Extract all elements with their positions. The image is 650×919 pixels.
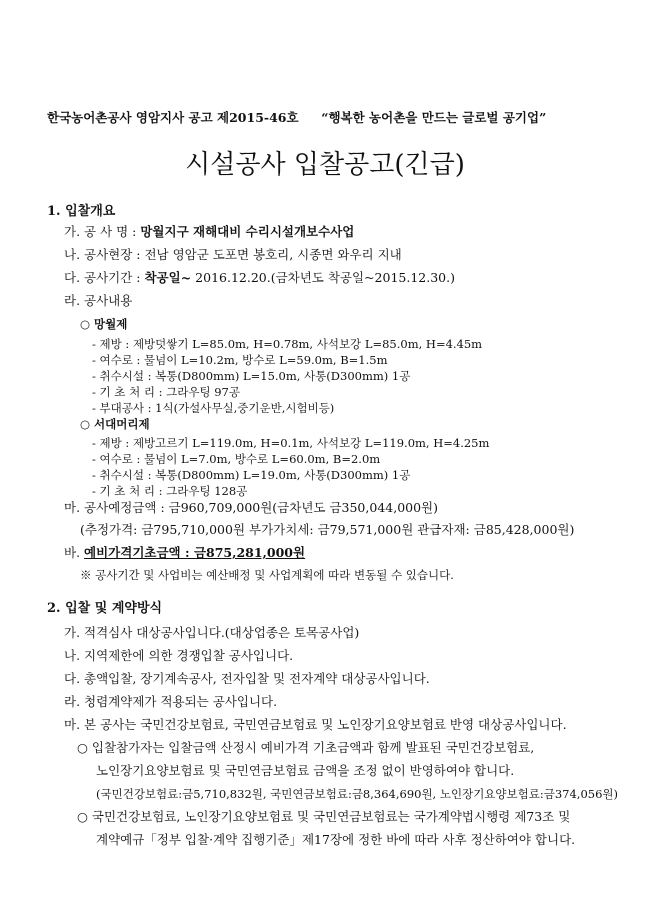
construction-period-row	[64, 270, 455, 286]
period-start: 착공일~	[144, 270, 192, 285]
estimated-cost: 마. 공사예정금액 : 금960,709,000원(금차년도 금350,044,000원)	[64, 500, 439, 515]
contract-item: 다. 총액입찰, 장기계속공사, 전자입찰 및 전자계약 대상공사입니다.	[64, 671, 430, 686]
insurance-bullet-2-line1: ○ 국민건강보험료, 노인장기요양보험료 및 국민연금보험료는 국가계약법시행령 제73조 및	[77, 809, 571, 824]
project-name-value: 망월지구 재해대비 수리시설개보수사업	[140, 224, 355, 239]
period-label: 다. 공사기간 :	[64, 270, 145, 285]
base-price-row	[64, 545, 305, 561]
section1-heading: 1. 입찰개요	[47, 204, 116, 219]
site2-item: - 여수로 : 물넘이 L=7.0m, 방수로 L=60.0m, B=2.0m	[92, 452, 381, 466]
contract-item: 마. 본 공사는 국민건강보험료, 국민연금보험료 및 노인장기요양보험료 반영 대상공사입니다.	[64, 717, 567, 732]
site1-item: - 제방 : 제방덧쌓기 L=85.0m, H=0.78m, 사석보강 L=85.0m, H=4.45m	[92, 337, 483, 351]
base-price-label: 바.	[64, 545, 85, 560]
base-price-value: 예비가격기초금액 : 금875,281,000원	[84, 545, 306, 560]
contract-item: 나. 지역제한에 의한 경쟁입찰 공사입니다.	[64, 648, 294, 663]
project-name-row	[64, 224, 354, 240]
insurance-bullet-2-line2: 계약예규「정부 입찰·계약 집행기준」제17장에 정한 바에 따라 사후 정산하여야 합니다.	[96, 832, 576, 847]
site-location: 나. 공사현장 : 전남 영암군 도포면 봉호리, 시종면 와우리 지내	[64, 247, 402, 262]
section2-heading: 2. 입찰 및 계약방식	[47, 601, 163, 616]
notice-header	[47, 108, 546, 126]
site1-item: - 부대공사 : 1식(가설사무실,중기운반,시험비등)	[92, 401, 335, 415]
insurance-amounts: (국민건강보험료:금5,710,832원, 국민연금보험료:금8,364,690원, 노인장기요양보험료:금374,056원)	[96, 787, 618, 801]
site1-item: - 취수시설 : 복통(D800mm) L=15.0m, 사통(D300mm) 1공	[92, 369, 411, 383]
agency-slogan: “행복한 농어촌을 만드는 글로벌 공기업”	[321, 110, 547, 125]
work-content-label: 라. 공사내용	[64, 293, 133, 308]
site2-title: ○ 서대머리제	[80, 417, 150, 431]
site2-item: - 취수시설 : 복통(D800mm) L=19.0m, 사통(D300mm) 1공	[92, 468, 411, 482]
budget-note: ※ 공사기간 및 사업비는 예산배정 및 사업계획에 따라 변동될 수 있습니다.	[80, 568, 454, 582]
insurance-bullet-1-line2: 노인장기요양보험료 및 국민연금보험료 금액을 조정 없이 반영하여야 합니다.	[96, 763, 515, 778]
site2-item: - 제방 : 제방고르기 L=119.0m, H=0.1m, 사석보강 L=119.0m, H=4.25m	[92, 436, 490, 450]
insurance-bullet-1-line1: ○ 입찰참가자는 입찰금액 산정시 예비가격 기초금액과 함께 발표된 국민건강보험료,	[77, 740, 535, 755]
site1-item: - 여수로 : 물넘이 L=10.2m, 방수로 L=59.0m, B=1.5m	[92, 353, 388, 367]
site1-title: ○ 망월제	[80, 317, 128, 331]
agency-notice-number: 한국농어촌공사 영암지사 공고 제2015-46호	[47, 110, 299, 125]
cost-breakdown: (추정가격: 금795,710,000원 부가가치세: 금79,571,000원 관급자재: 금85,428,000원)	[80, 522, 575, 537]
page-title: 시설공사 입찰공고(긴급)	[185, 150, 465, 180]
contract-item: 라. 청렴계약제가 적용되는 공사입니다.	[64, 694, 278, 709]
site2-item: - 기 초 처 리 : 그라우팅 128공	[92, 484, 248, 498]
project-name-label: 가. 공 사 명 :	[64, 224, 141, 239]
site1-item: - 기 초 처 리 : 그라우팅 97공	[92, 385, 240, 399]
period-rest: 2016.12.20.(금차년도 착공일~2015.12.30.)	[191, 270, 455, 285]
contract-item: 가. 적격심사 대상공사입니다.(대상업종은 토목공사업)	[64, 625, 360, 640]
